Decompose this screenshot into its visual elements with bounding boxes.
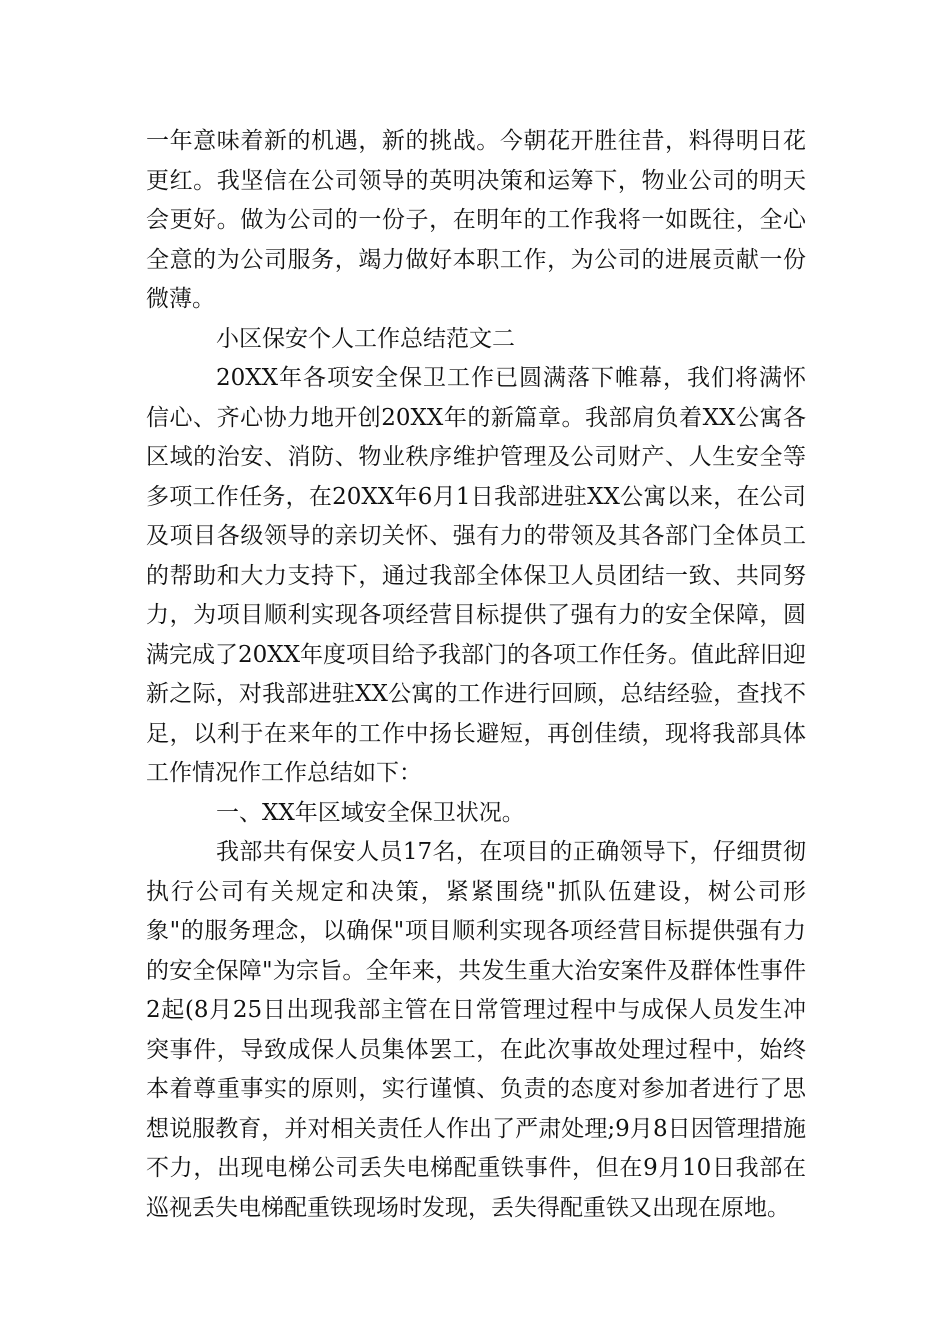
paragraph-intro: 20XX年各项安全保卫工作已圆满落下帷幕，我们将满怀信心、齐心协力地开创20XX年的新篇章。我部肩负着XX公寓各区域的治安、消防、物业秩序维护管理及公司财产、人生安全等多项工作任务，在20XX年6月1日我部进驻XX公寓以来，在公司及项目各级领导的亲切关怀、强有力的带领及其各部门全体员工的帮助和大力支持下，通过我部全体保卫人员团结一致、共同努力，为项目顺利实现各项经营目标提供了强有力的安全保障，圆满完成了20XX年度项目给予我部门的各项工作任务。值此辞旧迎新之际，对我部进驻XX公寓的工作进行回顾，总结经验，查找不足，以利于在来年的工作中扬长避短，再创佳绩，现将我部具体工作情况作工作总结如下：: [146, 365, 807, 786]
document-body: [146, 122, 806, 1228]
paragraph-security-status: 我部共有保安人员17名，在项目的正确领导下，仔细贯彻执行公司有关规定和决策，紧紧围绕"抓队伍建设，树公司形象"的服务理念，以确保"项目顺利实现各项经营目标提供强有力的安全保障"为宗旨。全年来，共发生重大治安案件及群体性事件2起(8月25日出现我部主管在日常管理过程中与成保人员发生冲突事件，导致成保人员集体罢工，在此次事故处理过程中，始终本着尊重事实的原则，实行谨慎、负责的态度对参加者进行了思想说服教育，并对相关责任人作出了严肃处理;9月8日因管理措施不力，出现电梯公司丢失电梯配重铁事件，但在9月10日我部在巡视丢失电梯配重铁现场时发现，丢失得配重铁又出现在原地。: [146, 839, 806, 1221]
paragraph-closing: 一年意味着新的机遇，新的挑战。今朝花开胜往昔，料得明日花更红。我坚信在公司领导的英明决策和运筹下，物业公司的明天会更好。做为公司的一份子，在明年的工作我将一如既往，全心全意的为公司服务，竭力做好本职工作，为公司的进展贡献一份微薄。: [146, 128, 806, 312]
section-title: 小区保安个人工作总结范文二: [216, 325, 515, 352]
section-heading: 一、XX年区域安全保卫状况。: [216, 799, 525, 826]
